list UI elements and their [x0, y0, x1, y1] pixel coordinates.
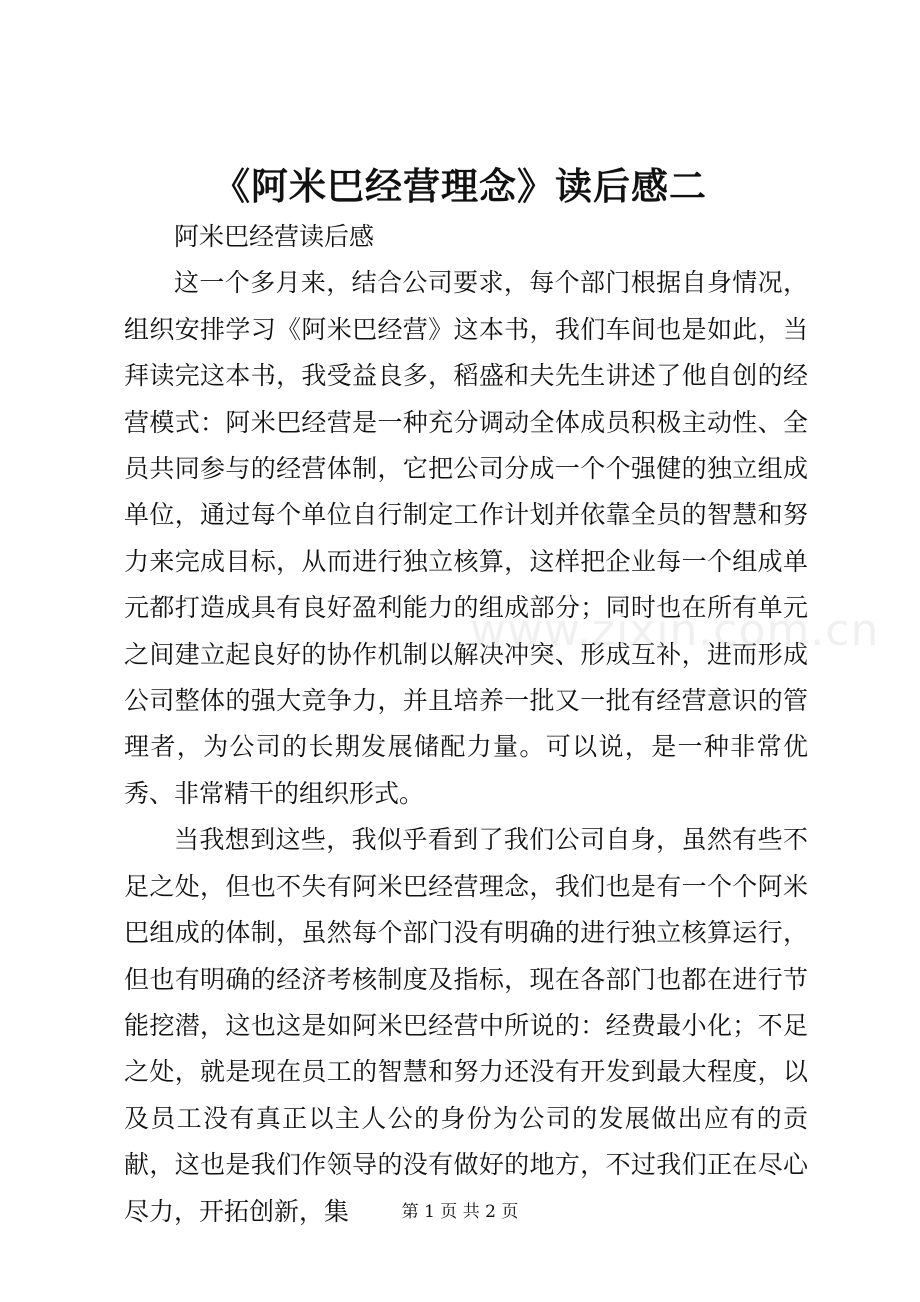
paragraph-1: 这一个多月来，结合公司要求，每个部门根据自身情况，组织安排学习《阿米巴经营》这本书，我们车间也是如此，当拜读完这本书，我受益良多，稻盛和夫先生讲述了他自创的经营模式：阿米巴经营是一种充分调动全体成员积极主动性、全员共同参与的经营体制，它把公司分成一个个强健的独立组成单位，通过每个单位自行制定工作计划并依靠全员的智慧和努力来完成目标，从而进行独立核算，这样把企业每一个组成单元都打造成具有良好盈利能力的组成部分；同时也在所有单元之间建立起良好的协作机制以解决冲突、形成互补，进而形成公司整体的强大竞争力，并且培养一批又一批有经营意识的管理者，为公司的长期发展储配力量。可以说，是一种非常优秀、非常精干的组织形式。 — [124, 268, 808, 808]
page-footer: 第 1 页 共 2 页 — [401, 1202, 519, 1222]
document-body — [124, 214, 808, 1235]
document-title: 《阿米巴经营理念》读后感二 — [213, 164, 707, 208]
document-subtitle: 阿米巴经营读后感 — [174, 222, 375, 251]
paragraph-2: 当我想到这些，我似乎看到了我们公司自身，虽然有些不足之处，但也不失有阿米巴经营理念，我们也是有一个个阿米巴组成的体制，虽然每个部门没有明确的进行独立核算运行，但也有明确的经济考核制度及指标，现在各部门也都在进行节能挖潜，这也这是如阿米巴经营中所说的：经费最小化；不足之处，就是现在员工的智慧和努力还没有开发到最大程度，以及员工没有真正以主人公的身份为公司的发展做出应有的贡献，这也是我们作领导的没有做好的地方，不过我们正在尽心尽力，开拓创新，集 — [124, 825, 808, 1226]
watermark: www.zixin.com.cn — [470, 605, 880, 656]
